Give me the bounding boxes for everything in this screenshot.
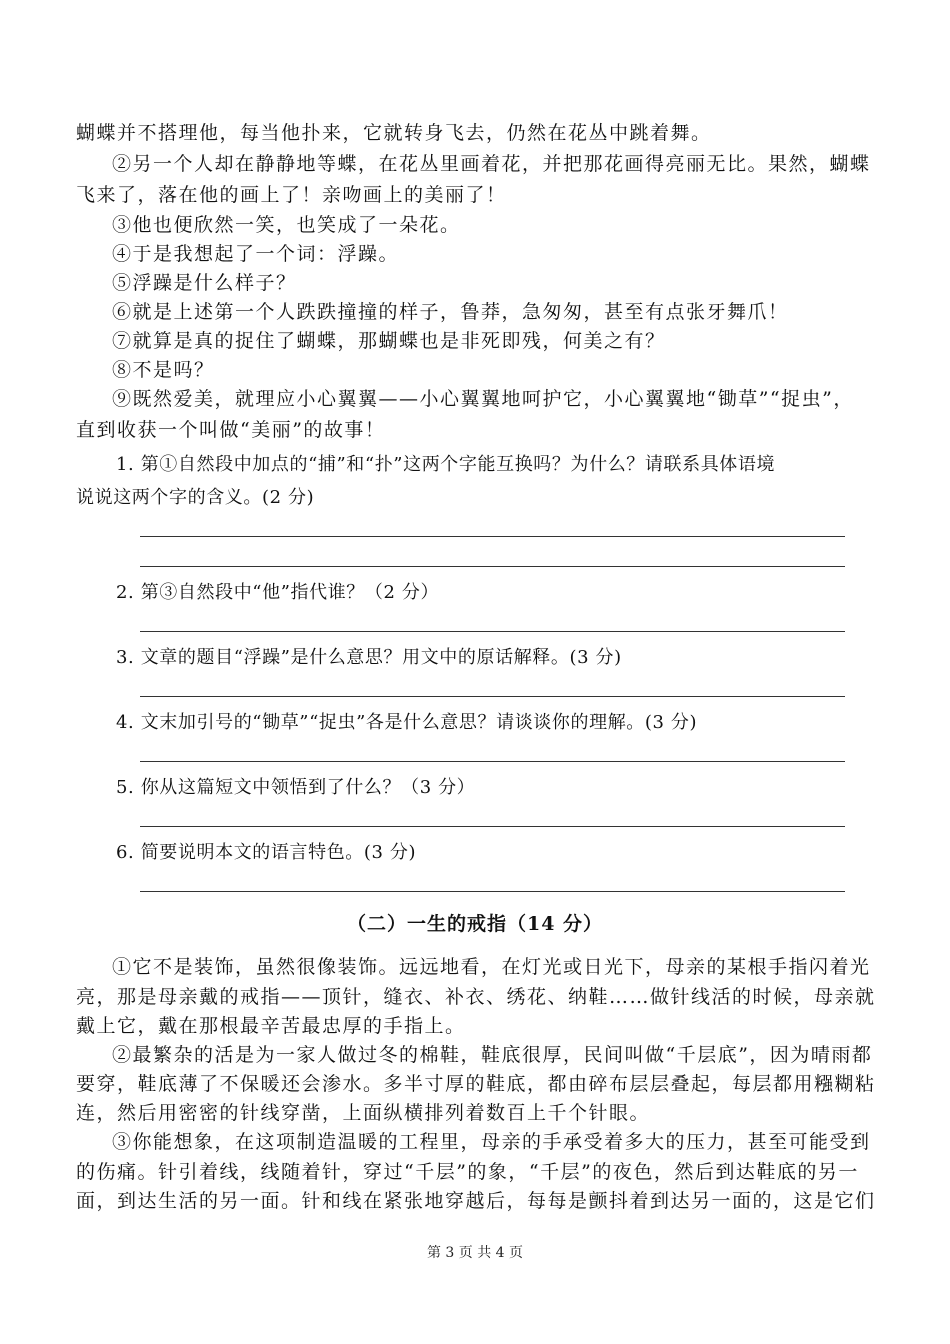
passage-line: ④于是我想起了一个词：浮躁。 — [112, 243, 400, 265]
question-2: 2. 第③自然段中“他”指代谁？（2 分） — [116, 582, 440, 603]
passage-line: ⑦就算是真的捉住了蝴蝶，那蝴蝶也是非死即残，何美之有？ — [112, 330, 666, 352]
question-5: 5. 你从这篇短文中领悟到了什么？（3 分） — [116, 777, 476, 798]
passage-line: ③他也便欣然一笑，也笑成了一朵花。 — [112, 214, 461, 236]
passage-line: 飞来了，落在他的画上了！亲吻画上的美丽了！ — [76, 184, 507, 206]
answer-line[interactable] — [140, 826, 845, 827]
answer-line[interactable] — [140, 761, 845, 762]
passage-line: ⑨既然爱美，就理应小心翼翼——小心翼翼地呵护它，小心翼翼地“锄草”“捉虫”， — [112, 388, 854, 410]
passage-line: ⑥就是上述第一个人跌跌撞撞的样子，鲁莽，急匆匆，甚至有点张牙舞爪！ — [112, 301, 789, 323]
page-number: 第 3 页 共 4 页 — [426, 1245, 524, 1261]
answer-line[interactable] — [140, 891, 845, 892]
passage-line: 的伤痛。针引着线，线随着针，穿过“千层”的象，“千层”的夜色，然后到达鞋底的另一 — [76, 1161, 859, 1183]
question-1: 1. 第①自然段中加点的“捕”和“扑”这两个字能互换吗？为什么？请联系具体语境 — [116, 454, 776, 475]
passage-line: 要穿，鞋底薄了不保暖还会渗水。多半寸厚的鞋底，都由碎布层层叠起，每层都用糨糊粘 — [76, 1073, 876, 1095]
answer-line[interactable] — [140, 696, 845, 697]
question-3: 3. 文章的题目“浮躁”是什么意思？用文中的原话解释。(3 分) — [116, 647, 622, 668]
passage-line: ②另一个人却在静静地等蝶，在花丛里画着花，并把那花画得亮丽无比。果然，蝴蝶 — [112, 153, 871, 175]
question-6: 6. 简要说明本文的语言特色。(3 分) — [116, 842, 417, 863]
question-4: 4. 文末加引号的“锄草”“捉虫”各是什么意思？请谈谈你的理解。(3 分) — [116, 712, 698, 733]
passage-line: 直到收获一个叫做“美丽”的故事！ — [76, 419, 386, 441]
passage-line: 连，然后用密密的针线穿凿，上面纵横排列着数百上千个针眼。 — [76, 1102, 651, 1124]
passage-line: ②最繁杂的活是为一家人做过冬的棉鞋，鞋底很厚，民间叫做“千层底”，因为晴雨都 — [112, 1044, 873, 1066]
passage-line: ①它不是装饰，虽然很像装饰。远远地看，在灯光或日光下，母亲的某根手指闪着光 — [112, 956, 871, 978]
passage-line: ⑧不是吗？ — [112, 359, 215, 381]
passage-line: 蝴蝶并不搭理他，每当他扑来，它就转身飞去，仍然在花丛中跳着舞。 — [76, 122, 712, 144]
passage-line: 戴上它，戴在那根最辛苦最忠厚的手指上。 — [76, 1015, 466, 1037]
passage-line: 面，到达生活的另一面。针和线在紧张地穿越后，每每是颤抖着到达另一面的，这是它们 — [76, 1190, 876, 1212]
answer-line[interactable] — [140, 566, 845, 567]
answer-line[interactable] — [140, 536, 845, 537]
passage-line: 亮，那是母亲戴的戒指——顶针，缝衣、补衣、绣花、纳鞋……做针线活的时候，母亲就 — [76, 986, 876, 1008]
passage-line: ③你能想象，在这项制造温暖的工程里，母亲的手承受着多大的压力，甚至可能受到 — [112, 1131, 871, 1153]
question-1-cont: 说说这两个字的含义。(2 分) — [76, 487, 315, 508]
answer-line[interactable] — [140, 631, 845, 632]
section-title: （二）一生的戒指（14 分） — [346, 913, 604, 935]
passage-line: ⑤浮躁是什么样子？ — [112, 272, 297, 294]
